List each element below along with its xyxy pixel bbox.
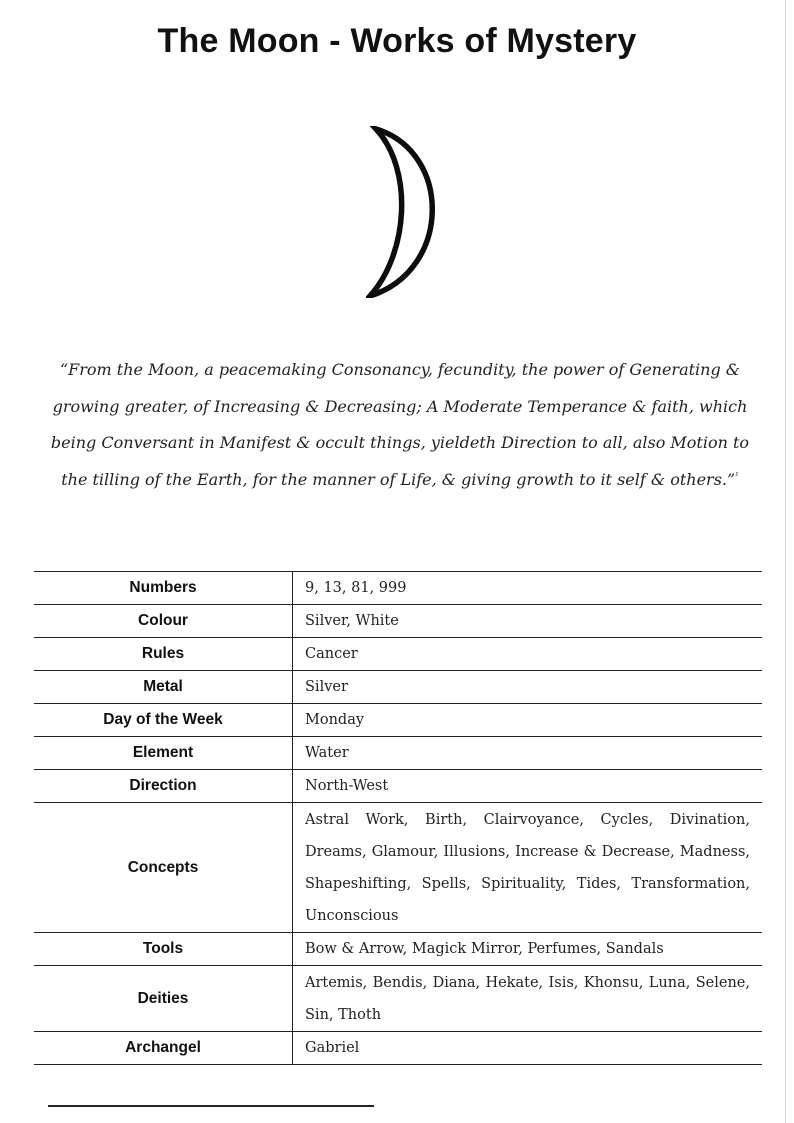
footnote-separator <box>48 1105 374 1107</box>
row-label: Element <box>34 737 293 770</box>
row-value: 9, 13, 81, 999 <box>293 572 763 605</box>
row-value: Water <box>293 737 763 770</box>
row-label: Numbers <box>34 572 293 605</box>
table-row <box>34 638 762 671</box>
row-value: Artemis, Bendis, Diana, Hekate, Isis, Khonsu, Luna, Selene, Sin, Thoth <box>293 966 763 1032</box>
table-row <box>34 770 762 803</box>
row-value: Silver, White <box>293 605 763 638</box>
row-value: North-West <box>293 770 763 803</box>
table-row <box>34 966 762 1032</box>
table-row <box>34 605 762 638</box>
correspondence-table <box>34 571 762 1065</box>
table-row <box>34 671 762 704</box>
page-edge <box>785 0 786 1123</box>
row-label: Deities <box>34 966 293 1032</box>
quote-text: “From the Moon, a peacemaking Consonancy, fecundity, the power of Generating & growing greater, of Increasing & Decreasing; A Moderate Temperance & faith, which being Conversant in Manifest & occult things, yieldeth Direction to all, also Motion to the tilling of the Earth, for the manner of Life, & giving growth to it self & others.” <box>50 360 750 489</box>
row-label: Direction <box>34 770 293 803</box>
row-value: Silver <box>293 671 763 704</box>
table-row <box>34 704 762 737</box>
table-row <box>34 803 762 933</box>
table-row <box>34 933 762 966</box>
table-row <box>34 1032 762 1065</box>
row-value: Bow & Arrow, Magick Mirror, Perfumes, Sandals <box>293 933 763 966</box>
row-label: Archangel <box>34 1032 293 1065</box>
row-label: Colour <box>34 605 293 638</box>
row-value: Monday <box>293 704 763 737</box>
row-value: Gabriel <box>293 1032 763 1065</box>
row-label: Concepts <box>34 803 293 933</box>
row-value: Astral Work, Birth, Clairvoyance, Cycles, Divination, Dreams, Glamour, Illusions, Increase & Decrease, Madness, Shapeshifting, Spells, Spirituality, Tides, Transformation, Unconscious <box>293 803 763 933</box>
footnote-marker: ¹ <box>735 471 739 482</box>
row-label: Metal <box>34 671 293 704</box>
table-row <box>34 737 762 770</box>
row-label: Tools <box>34 933 293 966</box>
crescent-moon-icon <box>366 126 438 298</box>
row-label: Day of the Week <box>34 704 293 737</box>
row-label: Rules <box>34 638 293 671</box>
quote-block <box>44 352 756 498</box>
page-title: The Moon - Works of Mystery <box>157 22 637 60</box>
table-row <box>34 572 762 605</box>
row-value: Cancer <box>293 638 763 671</box>
